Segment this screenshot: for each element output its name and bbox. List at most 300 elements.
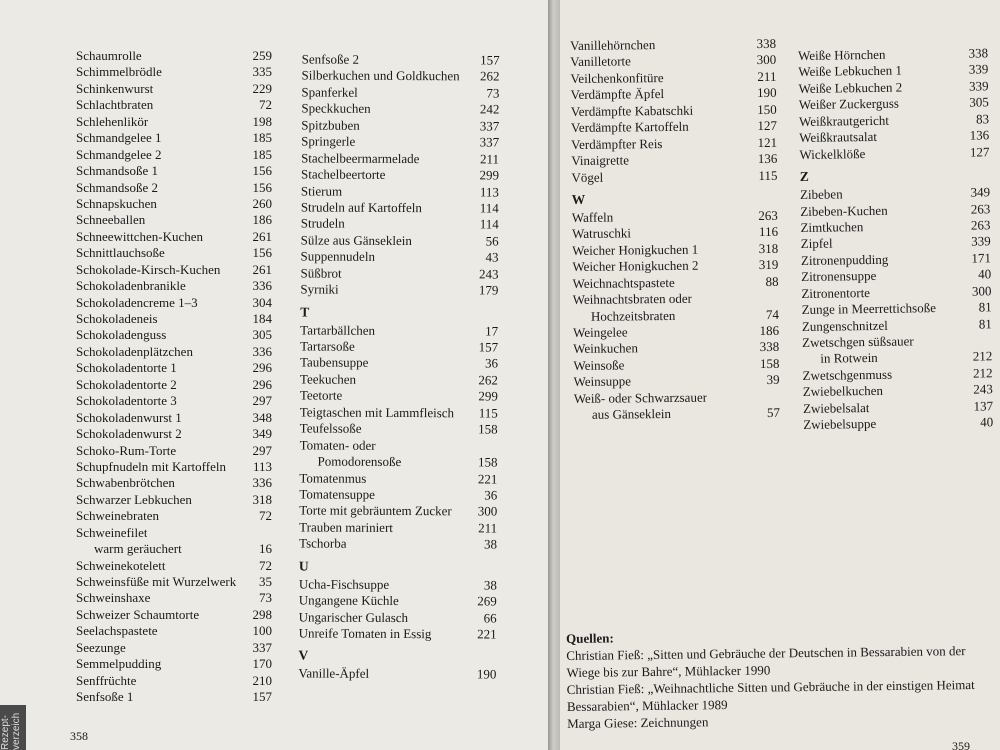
entry-name: Weißkrautsalat <box>799 129 878 146</box>
entry-page: 339 <box>971 233 991 249</box>
entry-page <box>753 290 779 307</box>
entry-name: Spanferkel <box>301 84 358 100</box>
entry-page: 190 <box>476 666 497 682</box>
entry-page: 212 <box>972 348 993 365</box>
entry-name: Seezunge <box>76 639 126 655</box>
entry-name: Weißer Zuckerguss <box>798 95 900 113</box>
entry-name: Weiß- oder Schwarzsauer <box>573 389 708 406</box>
entry-page: 263 <box>970 200 991 217</box>
entry-page: 262 <box>479 68 500 84</box>
index-entry <box>300 437 498 454</box>
sources-title: Quellen: <box>566 630 614 646</box>
entry-page: 81 <box>978 315 992 332</box>
entry-name: Tomatensuppe <box>299 486 376 502</box>
entry-name: Schokoladenbranikle <box>76 278 186 294</box>
index-column-left-2 <box>298 51 499 683</box>
entry-name: Zwiebelkuchen <box>802 383 884 400</box>
entry-page: 299 <box>478 388 498 404</box>
entry-name: Stachelbeertorte <box>300 166 386 182</box>
entry-page: 57 <box>766 405 781 421</box>
entry-page: 156 <box>252 163 272 179</box>
entry-name: Weißkrautgericht <box>798 112 890 129</box>
index-entry <box>300 322 498 339</box>
section-letter: Z <box>799 168 809 185</box>
entry-page: 121 <box>757 134 778 150</box>
entry-name: Stachelbeermarmelade <box>301 150 420 166</box>
index-entry <box>76 212 272 228</box>
entry-name: Zibeben <box>799 186 843 203</box>
entry-page: 43 <box>485 249 499 265</box>
index-entry <box>301 117 499 134</box>
entry-name: Unreife Tomaten in Essig <box>298 625 432 642</box>
index-entry <box>76 245 272 261</box>
entry-page: 318 <box>758 240 779 256</box>
entry-page: 179 <box>478 282 499 298</box>
index-entry <box>76 295 272 311</box>
entry-page: 339 <box>968 61 989 78</box>
index-entry <box>76 327 272 343</box>
index-entry <box>299 576 497 593</box>
index-entry <box>76 574 272 590</box>
entry-name: Teigtaschen mit Lammfleisch <box>299 404 455 421</box>
entry-name: Tomatenmus <box>299 469 367 486</box>
entry-name: Schokoladentorte 1 <box>76 360 177 376</box>
index-entry <box>76 492 272 508</box>
entry-name: Senfsoße 1 <box>76 689 134 705</box>
index-entry <box>299 454 497 471</box>
entry-name: Schweinsfüße mit Wurzelwerk <box>76 574 237 589</box>
entry-page: 72 <box>259 557 272 573</box>
entry-page: 243 <box>973 381 993 397</box>
entry-name: Schnapskuchen <box>76 195 157 211</box>
index-entry <box>76 393 272 409</box>
entry-name: Süßbrot <box>300 265 342 281</box>
entry-page: 337 <box>479 118 500 134</box>
page-number-right: 359 <box>952 739 970 750</box>
entry-page: 305 <box>969 94 989 110</box>
entry-page: 349 <box>252 426 272 442</box>
index-entry <box>300 388 498 405</box>
entry-page: 298 <box>252 606 272 622</box>
entry-name: Vanilletorte <box>570 53 631 70</box>
entry-page: 136 <box>757 150 778 167</box>
section-letter: V <box>298 647 309 663</box>
entry-page: 297 <box>252 442 272 458</box>
entry-name: Schmandgelee 1 <box>76 130 162 146</box>
entry-page: 35 <box>259 574 272 589</box>
entry-page <box>966 332 992 349</box>
entry-page: 17 <box>485 323 499 339</box>
entry-page: 38 <box>483 577 497 593</box>
entry-page: 39 <box>766 372 780 388</box>
index-entry <box>76 130 272 146</box>
entry-page: 261 <box>252 261 272 277</box>
entry-name: Schweinefilet <box>76 524 148 540</box>
index-entry <box>300 338 498 355</box>
entry-name: Ungangene Küchle <box>298 592 399 609</box>
entry-page: 113 <box>252 458 272 474</box>
edge-tab: Rezept- verzeich <box>0 705 26 750</box>
entry-page: 348 <box>252 409 272 425</box>
entry-page: 338 <box>968 45 989 61</box>
entry-name: Schimmelbrödle <box>76 64 162 80</box>
entry-name: Schlachtbraten <box>76 97 154 113</box>
entry-page: 158 <box>759 355 780 371</box>
entry-page: 156 <box>252 245 272 261</box>
entry-name: Ungarischer Gulasch <box>298 609 409 625</box>
entry-page: 300 <box>477 503 498 519</box>
entry-page: 171 <box>971 250 992 266</box>
entry-page: 36 <box>484 355 499 371</box>
entry-page: 319 <box>758 257 779 273</box>
entry-name: Suppennudeln <box>300 248 376 265</box>
index-entry <box>300 265 498 282</box>
index-column-right-1 <box>570 36 780 424</box>
entry-name: Strudeln <box>300 215 345 232</box>
entry-name: Zwiebelsalat <box>802 399 870 416</box>
entry-name: Schokolade-Kirsch-Kuchen <box>76 261 221 277</box>
index-entry <box>76 180 272 196</box>
index-entry <box>301 101 499 118</box>
entry-page: 221 <box>477 470 498 487</box>
index-entry <box>803 414 993 433</box>
entry-name: Schnittlauchsoße <box>76 245 165 261</box>
entry-name: Watruschki <box>571 225 632 242</box>
entry-name: Verdämpfte Äpfel <box>570 86 665 103</box>
entry-name: Tartarbällchen <box>300 322 376 338</box>
entry-page: 269 <box>477 593 497 609</box>
index-entry <box>301 232 499 249</box>
entry-page: 127 <box>969 143 990 160</box>
entry-name: Weihnachtsbraten oder <box>572 290 692 308</box>
entry-name: Schokoladeneis <box>76 311 158 326</box>
index-entry <box>301 68 499 85</box>
entry-name: Vanillehörnchen <box>570 37 656 53</box>
index-entry <box>299 503 497 520</box>
entry-page: 337 <box>479 134 500 150</box>
index-column-left-1 <box>76 48 272 706</box>
entry-page: 305 <box>252 327 272 343</box>
entry-name: Taubensuppe <box>299 354 369 371</box>
entry-page: 36 <box>484 487 498 503</box>
entry-page: 229 <box>252 80 272 96</box>
entry-name: Trauben mariniert <box>299 519 393 535</box>
entry-name: Springerle <box>301 133 356 149</box>
entry-page: 127 <box>757 118 778 134</box>
entry-name: Schmandgelee 2 <box>76 146 162 162</box>
entry-name: Weingelee <box>573 324 628 340</box>
entry-name: Weicher Honigkuchen 1 <box>572 241 699 258</box>
entry-name: Schneewittchen-Kuchen <box>76 228 204 244</box>
entry-page: 16 <box>259 541 272 557</box>
entry-name: Weicher Honigkuchen 2 <box>572 257 699 275</box>
entry-page: 336 <box>252 475 272 491</box>
index-entry <box>76 344 272 360</box>
entry-name: Syrniki <box>300 281 339 297</box>
entry-page: 116 <box>758 224 779 240</box>
index-entry <box>301 216 499 233</box>
entry-page: 242 <box>479 101 500 117</box>
entry-name: Schokoladentorte 2 <box>76 376 177 392</box>
entry-name: Waffeln <box>571 209 614 225</box>
entry-page: 261 <box>252 228 272 244</box>
entry-page: 338 <box>756 35 777 52</box>
index-entry <box>76 64 272 80</box>
entry-page: 40 <box>980 414 994 430</box>
entry-page: 88 <box>765 273 779 289</box>
entry-name: Schupfnudeln mit Kartoffeln <box>76 458 226 474</box>
entry-name: Tschorba <box>299 535 347 551</box>
entry-page: 81 <box>978 299 992 315</box>
entry-name: Stierum <box>300 182 343 199</box>
entry-name: Wickelklöße <box>799 145 866 162</box>
index-entry <box>299 593 497 610</box>
index-entry <box>299 519 497 536</box>
index-entry <box>300 371 498 388</box>
entry-page: 335 <box>252 64 272 80</box>
entry-name: Weiße Hörnchen <box>798 46 886 63</box>
book-gutter <box>548 0 560 750</box>
entry-name: Weiße Lebkuchen 2 <box>798 79 903 96</box>
entry-name: warm geräuchert <box>94 541 182 557</box>
entry-page: 243 <box>478 266 499 282</box>
entry-name: Strudeln auf Kartoffeln <box>300 199 422 216</box>
entry-name: Spitzbuben <box>301 117 360 133</box>
section-letter: W <box>571 191 586 207</box>
entry-page: 210 <box>252 672 272 688</box>
entry-page <box>472 438 498 455</box>
index-entry <box>76 443 272 459</box>
entry-page: 198 <box>252 113 272 129</box>
entry-name: Weinkuchen <box>573 340 638 357</box>
entry-name: Verdämpfte Kabatschki <box>570 102 694 119</box>
entry-name: Schweinebraten <box>76 508 160 524</box>
index-entry <box>301 84 499 101</box>
entry-name: Veilchenkonfitüre <box>570 69 664 86</box>
index-entry <box>76 640 272 656</box>
entry-name: Silberkuchen und Goldkuchen <box>301 67 460 84</box>
source-line: Christian Fieß: „Sitten und Gebräuche der Deutschen in Bessarabien von der Wiege bis zur Bahre“, Mühlacker 1990 <box>566 643 966 680</box>
entry-name: Hochzeitsbraten <box>590 307 676 324</box>
entry-name: Teekuchen <box>299 371 357 387</box>
entry-name: Seelachspastete <box>76 623 158 639</box>
index-entry <box>76 229 272 245</box>
index-entry <box>76 410 272 426</box>
entry-name: Zibeben-Kuchen <box>800 202 888 219</box>
entry-page: 318 <box>252 491 272 507</box>
entry-name: Zitronensuppe <box>801 268 877 285</box>
entry-page: 262 <box>478 372 498 388</box>
entry-page: 263 <box>970 217 991 233</box>
entry-page: 296 <box>252 360 272 376</box>
index-entry <box>299 625 497 642</box>
index-entry <box>301 199 499 216</box>
index-entry <box>76 525 272 541</box>
entry-name: Schokoladenwurst 1 <box>76 409 182 425</box>
entry-name: Weichnachtspastete <box>572 274 675 291</box>
entry-page: 186 <box>252 212 272 228</box>
entry-page: 73 <box>486 85 500 101</box>
index-entry <box>76 558 272 574</box>
source-line: Marga Giese: Zeichnungen <box>567 714 709 731</box>
index-entry <box>76 607 272 623</box>
sources-block <box>566 625 987 732</box>
index-entry <box>76 360 272 376</box>
entry-page: 83 <box>975 111 990 127</box>
entry-page: 297 <box>252 393 272 409</box>
entry-page: 136 <box>969 127 990 143</box>
page-number-left: 358 <box>70 729 88 743</box>
entry-name: Schweinekotelett <box>76 557 166 573</box>
entry-name: Schweizer Schaumtorte <box>76 606 200 622</box>
index-entry <box>299 536 497 553</box>
index-entry <box>76 590 272 606</box>
section-letter: T <box>300 304 310 320</box>
entry-page: 336 <box>252 343 272 359</box>
entry-name: Teetorte <box>299 387 343 404</box>
index-entry <box>76 673 272 689</box>
entry-page: 349 <box>970 184 991 200</box>
section-letter: U <box>298 558 309 574</box>
entry-name: Verdämpfter Reis <box>571 135 663 152</box>
entry-page: 185 <box>252 130 272 146</box>
index-entry <box>76 196 272 212</box>
entry-page: 190 <box>757 85 777 101</box>
entry-name: Schokoladenwurst 2 <box>76 426 182 442</box>
entry-page: 38 <box>484 536 498 552</box>
entry-name: Zwetschgen süßsauer <box>802 333 914 350</box>
entry-page: 100 <box>252 623 272 639</box>
entry-page: 212 <box>972 365 993 381</box>
entry-name: Zimtkuchen <box>800 219 864 235</box>
entry-name: Senfsoße 2 <box>301 51 360 67</box>
index-entry <box>301 249 499 266</box>
entry-name: Vögel <box>571 169 604 185</box>
entry-name: Schokoladencreme 1–3 <box>76 294 198 310</box>
entry-name: Torte mit gebräuntem Zucker <box>299 502 452 519</box>
entry-name: Schwarzer Lebkuchen <box>76 491 192 507</box>
entry-name: Zipfel <box>800 235 833 252</box>
entry-page: 186 <box>759 322 780 339</box>
index-entry <box>76 689 272 705</box>
entry-page <box>246 525 272 541</box>
entry-name: Zunge in Meerrettichsoße <box>801 300 937 318</box>
entry-page: 337 <box>252 639 272 655</box>
entry-page: 296 <box>252 376 272 392</box>
entry-page: 259 <box>252 48 272 63</box>
entry-page: 66 <box>483 610 497 626</box>
entry-name: Weinsoße <box>573 357 625 373</box>
entry-page: 184 <box>252 311 272 326</box>
right-page <box>560 0 1000 750</box>
entry-page: 338 <box>759 339 780 355</box>
entry-name: Vanille-Äpfel <box>298 665 370 682</box>
entry-page: 158 <box>477 454 498 470</box>
index-entry <box>76 311 272 327</box>
entry-name: Semmelpudding <box>76 656 162 672</box>
index-entry <box>76 114 272 130</box>
entry-name: Zitronentorte <box>801 284 871 301</box>
entry-name: in Rotwein <box>820 350 878 367</box>
entry-page: 115 <box>478 405 498 421</box>
entry-page: 185 <box>252 146 272 162</box>
entry-name: Schmandsoße 1 <box>76 163 158 179</box>
source-line: Christian Fieß: „Weihnachtliche Sitten und Gebräuche in der einstigen Heimat Bessarabien“, Mühlacker 1989 <box>566 677 975 714</box>
entry-name: Ucha-Fischsuppe <box>298 576 390 592</box>
entry-name: Schweinshaxe <box>76 590 151 606</box>
entry-page: 300 <box>971 283 992 299</box>
entry-page: 211 <box>480 151 500 167</box>
entry-name: Vinaigrette <box>571 152 630 169</box>
entry-name: Zwetschgenmuss <box>802 366 893 383</box>
index-entry <box>299 609 497 626</box>
index-entry <box>76 377 272 393</box>
index-entry <box>76 81 272 97</box>
entry-page: 113 <box>479 183 499 200</box>
entry-page: 56 <box>485 233 499 249</box>
entry-name: Weinsuppe <box>573 373 632 390</box>
index-entry <box>76 656 272 672</box>
entry-name: Schwabenbrötchen <box>76 475 175 491</box>
entry-name: Pomodorensoße <box>317 453 402 470</box>
index-entry <box>76 426 272 442</box>
index-entry <box>300 421 498 438</box>
entry-name: Schmandsoße 2 <box>76 179 158 195</box>
entry-name: Schinkenwurst <box>76 80 154 96</box>
entry-page: 211 <box>757 68 777 84</box>
index-entry <box>299 470 497 487</box>
entry-page: 299 <box>479 167 500 183</box>
entry-name: Schaumrolle <box>76 48 142 63</box>
entry-page: 150 <box>757 101 777 117</box>
entry-page: 115 <box>758 167 778 183</box>
entry-name: Schoko-Rum-Torte <box>76 442 177 458</box>
index-entry <box>76 508 272 524</box>
entry-name: Schokoladenguss <box>76 327 167 343</box>
index-entry <box>299 486 497 503</box>
entry-page: 339 <box>968 78 989 94</box>
entry-page: 157 <box>480 52 500 68</box>
index-entry <box>76 147 272 163</box>
entry-page: 211 <box>478 520 498 536</box>
index-entry <box>298 666 496 683</box>
entry-name: aus Gänseklein <box>591 406 672 422</box>
index-entry <box>76 97 272 113</box>
entry-name: Schlehenlikör <box>76 113 149 129</box>
entry-page: 72 <box>259 97 272 113</box>
entry-page: 74 <box>765 306 779 322</box>
index-entry <box>301 183 499 200</box>
index-entry <box>302 51 500 68</box>
entry-page: 158 <box>478 421 498 437</box>
entry-name: Senffrüchte <box>76 672 137 688</box>
entry-name: Zungenschnitzel <box>801 317 888 334</box>
index-column-right-2 <box>798 45 993 433</box>
entry-name: Schneeballen <box>76 212 146 228</box>
entry-name: Weiße Lebkuchen 1 <box>798 62 903 80</box>
index-entry <box>300 404 498 421</box>
index-entry <box>301 134 499 151</box>
entry-page: 156 <box>252 179 272 195</box>
index-entry <box>301 150 499 167</box>
entry-name: Schokoladentorte 3 <box>76 393 177 409</box>
entry-page: 40 <box>978 266 992 282</box>
entry-name: Tomaten- oder <box>299 437 376 453</box>
entry-page: 260 <box>252 195 272 211</box>
index-entry <box>300 355 498 372</box>
entry-page: 304 <box>252 294 272 310</box>
index-entry <box>76 475 272 491</box>
